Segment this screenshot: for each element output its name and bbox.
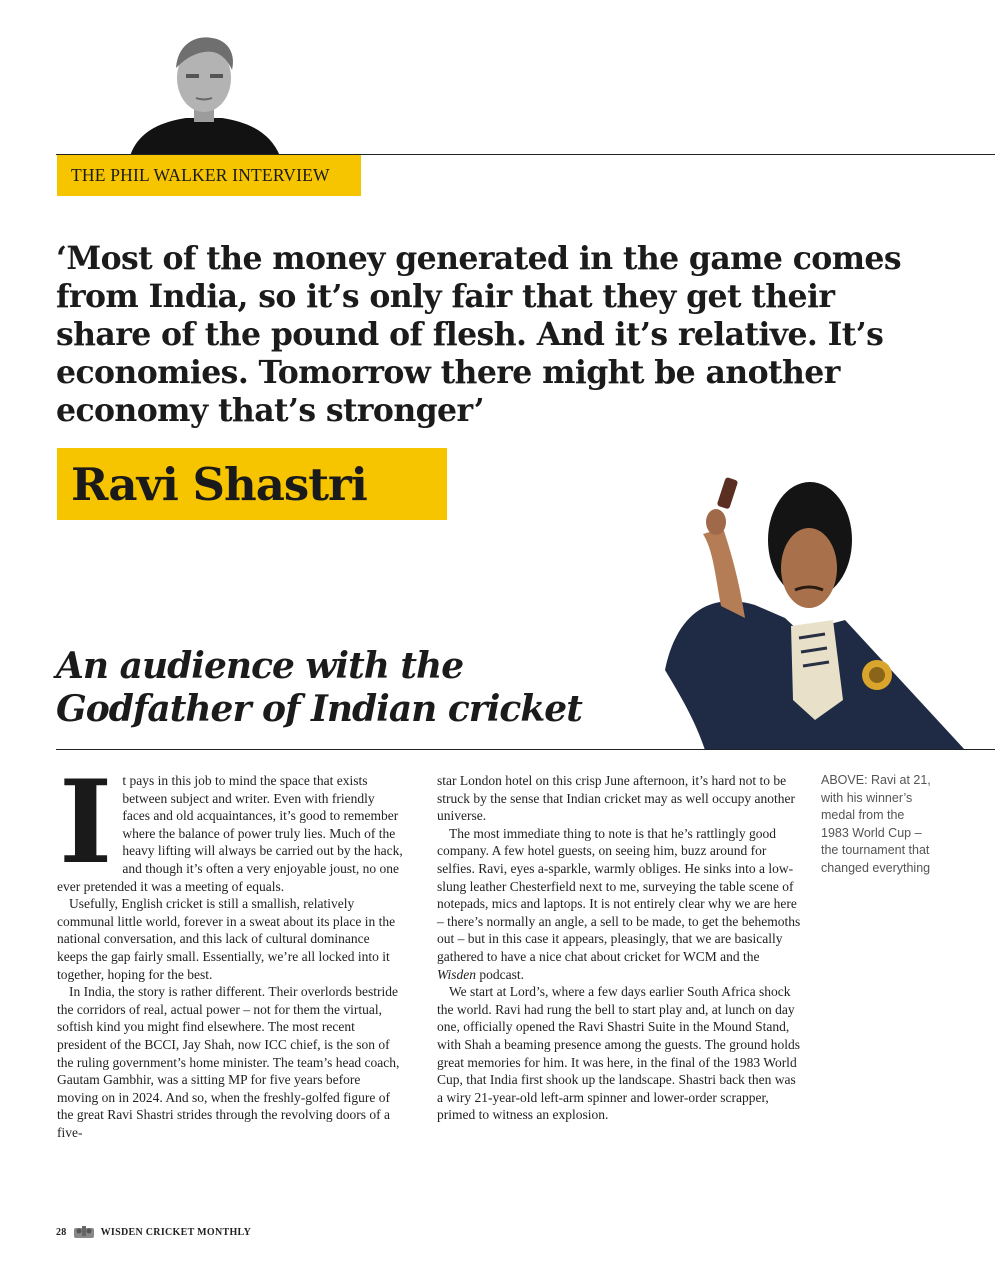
pull-quote: ‘Most of the money generated in the game comes from India, so it’s only fair that they get their share of the pound of flesh. And it’s relative. It’s economies. Tomorrow there might be another economy that’s stronger’ xyxy=(56,240,902,429)
article-column-1 xyxy=(57,755,403,1141)
headline-line-1: An audience with the xyxy=(56,645,464,687)
author-photo xyxy=(120,30,288,156)
interview-kicker: THE PHIL WALKER INTERVIEW xyxy=(57,155,361,196)
article-paragraph: Usefully, English cricket is still a smallish, relatively communal little world, forever in a sweat about its place in the national conversation, and this lack of cultural dominance keeps the gap fairly small. Essentially, we’re all locked into it together, hoping for the best. xyxy=(57,896,396,982)
page-footer xyxy=(56,1222,251,1242)
paragraph-text: t pays in this job to mind the space that exists between subject and writer. Even with friendly faces and old acquaintances, it’s good to remember where the balance of power truly lies. Much of the heavy lifting will always be carried out by the hack, and though it’s often a very enjoyable joust, no one ever pretended it was a meeting of equals. xyxy=(57,773,403,894)
article-paragraph xyxy=(437,825,801,983)
photo-caption: ABOVE: Ravi at 21, with his winner’s medal from the 1983 World Cup – the tournament that changed everything xyxy=(821,773,931,875)
hero-photo xyxy=(665,470,975,750)
publication-name: WISDEN CRICKET MONTHLY xyxy=(100,1226,252,1238)
article-column-2 xyxy=(437,772,801,1124)
subject-name: Ravi Shastri xyxy=(57,448,447,520)
mid-rule xyxy=(56,749,995,750)
headline xyxy=(56,645,696,731)
article-paragraph: In India, the story is rather different. Their overlords bestride the corridors of real, actual power – not for them the virtual, softish kind you might find elsewhere. The most recent president of the BCCI, Jay Shah, now ICC chief, is the son of the ruling government’s home minister. The team’s head coach, Gautam Gambhir, was a sitting MP for five years before moving on in 2024. And so, when the freshly-golfed figure of the great Ravi Shastri strides through the revolving doors of a five- xyxy=(57,984,400,1140)
article-paragraph: We start at Lord’s, where a few days earlier South Africa shock the world. Ravi had rung the bell to start play and, at lunch on day one, officially opened the Ravi Shastri Suite in the Mound Stand, with Shah a beaming presence among the guests. The ground holds great memories for him. It was here, in the final of the 1983 World Cup, that India first shook up the landscape. Shastri back then was a wiry 21-year-old left-arm spinner and lower-order scrapper, primed to witness an explosion. xyxy=(437,984,801,1123)
paragraph-text: podcast. xyxy=(476,966,524,982)
wisden-logo-icon xyxy=(73,1225,95,1239)
drop-cap: I xyxy=(59,755,113,889)
headline-line-2: Godfather of Indian cricket xyxy=(56,688,582,730)
publication-italic: Wisden xyxy=(437,966,476,982)
article-paragraph xyxy=(57,755,403,895)
article-paragraph: star London hotel on this crisp June afternoon, it’s hard not to be struck by the sense that Indian cricket may as well occupy another universe. xyxy=(437,773,796,824)
page-number: 28 xyxy=(56,1226,67,1238)
paragraph-text: The most immediate thing to note is that he’s rattlingly good company. A few hotel guests, on seeing him, buzz around for selfies. Ravi, eyes a-sparkle, warmly obliges. He sinks into a low-slung leather Chesterfield next to me, surveying the table scene of notepads, mics and laptops. It is not entirely clear why we are here – there’s normally an angle, a sell to be made, to get the behemoths out – but in this case it appears, pleasingly, that we are basically gathered to have a nice chat about cricket for WCM and the xyxy=(437,825,801,964)
